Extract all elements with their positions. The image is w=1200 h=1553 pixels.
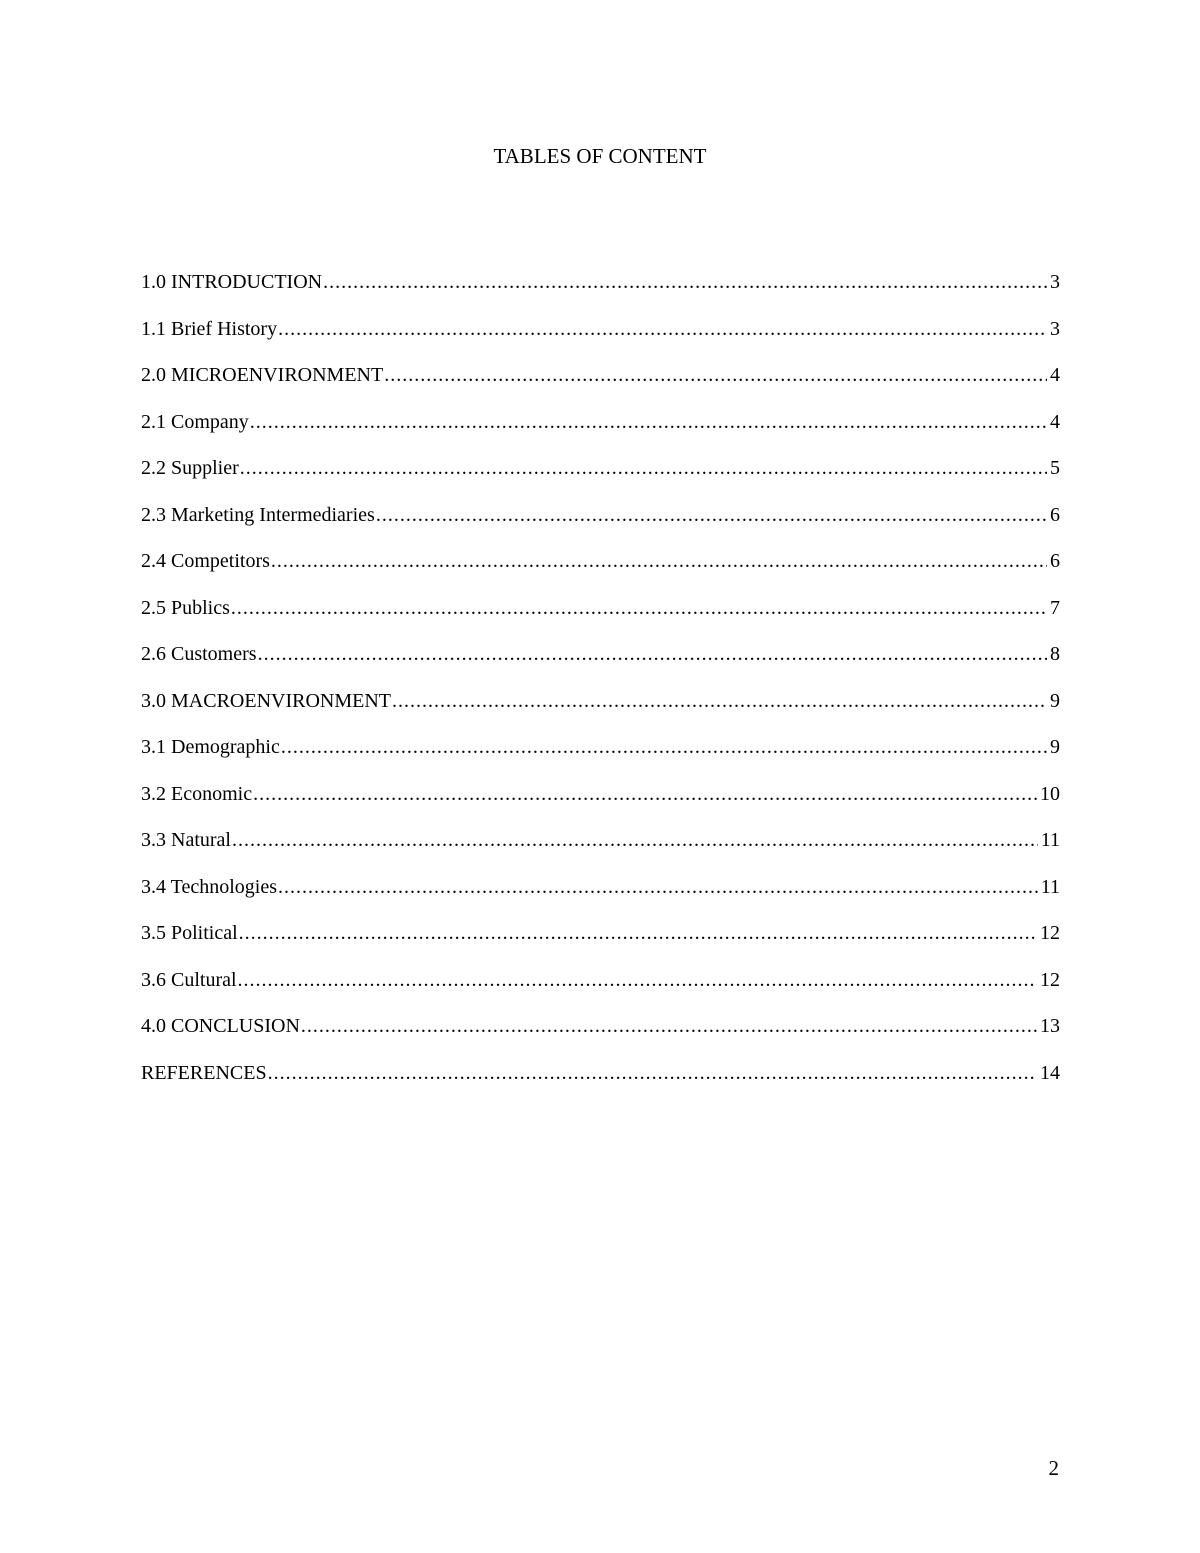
toc-entry-page: 3 xyxy=(1050,271,1060,293)
toc-dot-leader xyxy=(323,268,1047,296)
toc-dot-leader xyxy=(392,687,1047,715)
toc-entry-publics[interactable] xyxy=(141,594,1060,641)
toc-entry-page: 12 xyxy=(1040,968,1060,991)
toc-entry-page: 6 xyxy=(1050,550,1060,572)
toc-entry-label: 2.2 Supplier xyxy=(141,457,239,479)
toc-entry-technologies[interactable] xyxy=(141,873,1060,920)
toc-entry-label: 3.3 Natural xyxy=(141,829,231,851)
toc-entry-page: 10 xyxy=(1040,782,1060,805)
toc-dot-leader xyxy=(301,1012,1037,1040)
toc-entry-label: 3.4 Technologies xyxy=(141,875,277,898)
toc-entry-references[interactable] xyxy=(141,1059,1060,1106)
toc-entry-cultural[interactable] xyxy=(141,966,1060,1013)
toc-entry-page: 5 xyxy=(1050,457,1060,479)
toc-dot-leader xyxy=(281,733,1047,761)
toc-dot-leader xyxy=(231,594,1047,622)
toc-dot-leader xyxy=(232,826,1038,854)
toc-dot-leader xyxy=(278,315,1047,343)
toc-dot-leader xyxy=(238,966,1037,994)
toc-entry-page: 14 xyxy=(1040,1061,1060,1084)
toc-entry-supplier[interactable] xyxy=(141,454,1060,501)
toc-entry-page: 9 xyxy=(1050,736,1060,758)
toc-entry-label: 3.0 MACROENVIRONMENT xyxy=(141,689,391,712)
toc-entry-page: 3 xyxy=(1050,317,1060,340)
toc-dot-leader xyxy=(258,640,1047,668)
toc-entry-label: 4.0 CONCLUSION xyxy=(141,1015,300,1037)
toc-entry-page: 11 xyxy=(1040,829,1060,851)
page-number: 2 xyxy=(1048,1456,1059,1480)
toc-dot-leader xyxy=(253,780,1037,808)
toc-entry-label: 1.1 Brief History xyxy=(141,317,278,340)
toc-entry-label: 3.1 Demographic xyxy=(141,736,280,758)
toc-entry-competitors[interactable] xyxy=(141,547,1060,594)
toc-entry-label: REFERENCES xyxy=(141,1061,267,1084)
toc-dot-leader xyxy=(278,873,1038,901)
toc-entry-page: 6 xyxy=(1050,503,1060,526)
toc-dot-leader xyxy=(240,454,1047,482)
toc-entry-label: 3.5 Political xyxy=(141,922,238,944)
toc-entry-customers[interactable] xyxy=(141,640,1060,687)
toc-entry-microenvironment[interactable] xyxy=(141,361,1060,408)
toc-entry-political[interactable] xyxy=(141,919,1060,966)
toc-dot-leader xyxy=(384,361,1047,389)
toc-entry-demographic[interactable] xyxy=(141,733,1060,780)
toc-entry-page: 8 xyxy=(1050,643,1060,665)
toc-dot-leader xyxy=(376,501,1047,529)
toc-dot-leader xyxy=(268,1059,1037,1087)
toc-entry-introduction[interactable] xyxy=(141,268,1060,315)
toc-entry-label: 2.4 Competitors xyxy=(141,550,270,572)
toc-entry-brief-history[interactable] xyxy=(141,315,1060,362)
toc-entry-company[interactable] xyxy=(141,408,1060,455)
toc-entry-macroenvironment[interactable] xyxy=(141,687,1060,734)
toc-entry-page: 11 xyxy=(1040,875,1060,898)
toc-entry-label: 3.2 Economic xyxy=(141,782,253,805)
toc-entry-natural[interactable] xyxy=(141,826,1060,873)
toc-entry-label: 2.6 Customers xyxy=(141,643,257,665)
toc-entry-page: 4 xyxy=(1050,364,1060,386)
toc-entry-page: 13 xyxy=(1040,1015,1060,1037)
table-of-contents xyxy=(141,268,1060,1105)
toc-dot-leader xyxy=(250,408,1047,436)
page-title: TABLES OF CONTENT xyxy=(493,144,707,168)
toc-entry-marketing-intermediaries[interactable] xyxy=(141,501,1060,548)
toc-dot-leader xyxy=(239,919,1037,947)
toc-entry-label: 2.1 Company xyxy=(141,410,249,433)
toc-entry-page: 7 xyxy=(1050,596,1060,619)
toc-entry-economic[interactable] xyxy=(141,780,1060,827)
toc-entry-label: 2.0 MICROENVIRONMENT xyxy=(141,364,384,386)
toc-entry-label: 1.0 INTRODUCTION xyxy=(141,271,323,293)
toc-entry-conclusion[interactable] xyxy=(141,1012,1060,1059)
toc-entry-page: 12 xyxy=(1040,922,1060,944)
toc-entry-label: 2.3 Marketing Intermediaries xyxy=(141,503,375,526)
toc-entry-page: 4 xyxy=(1050,410,1060,433)
toc-entry-page: 9 xyxy=(1050,689,1060,712)
toc-dot-leader xyxy=(271,547,1047,575)
toc-entry-label: 3.6 Cultural xyxy=(141,968,237,991)
toc-entry-label: 2.5 Publics xyxy=(141,596,230,619)
